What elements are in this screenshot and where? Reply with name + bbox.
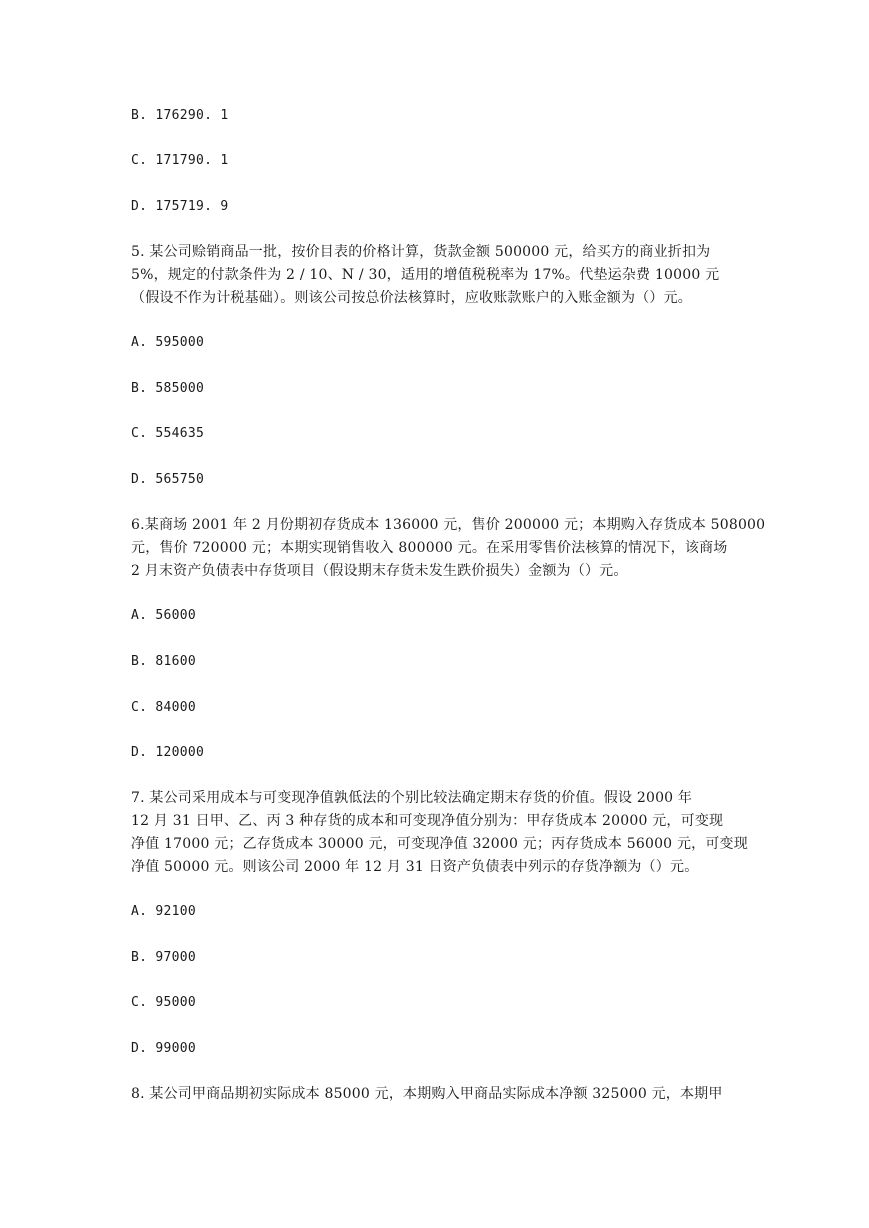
q6-option-b: B. 81600	[131, 654, 197, 669]
q7-option-b: B. 97000	[131, 950, 197, 965]
q7-text-line-3: 净值 17000 元；乙存货成本 30000 元，可变现净值 32000 元；丙存货成本 56000 元，可变现	[131, 836, 748, 852]
q4-option-d: D. 175719. 9	[131, 199, 229, 214]
q5-text-line-1: 5. 某公司赊销商品一批，按价目表的价格计算，货款金额 500000 元，给买方的商业折扣为	[131, 244, 711, 260]
q4-option-b: B. 176290. 1	[131, 108, 229, 123]
q7-option-a: A. 92100	[131, 904, 197, 919]
q5-text-line-2: 5%，规定的付款条件为 2 / 10、N / 30，适用的增值税税率为 17%。代垫运杂费 10000 元	[131, 267, 720, 283]
q7-option-c: C. 95000	[131, 995, 197, 1010]
q6-option-a: A. 56000	[131, 608, 197, 623]
q5-option-c: C. 554635	[131, 426, 205, 441]
q5-option-d: D. 565750	[131, 472, 205, 487]
q5-option-a: A. 595000	[131, 335, 205, 350]
q7-text-line-2: 12 月 31 日甲、乙、丙 3 种存货的成本和可变现净值分别为：甲存货成本 20000 元，可变现	[131, 813, 724, 829]
q6-text-line-3: 2 月末资产负债表中存货项目（假设期末存货未发生跌价损失）金额为（）元。	[131, 563, 628, 579]
q8-text-line-1: 8. 某公司甲商品期初实际成本 85000 元，本期购入甲商品实际成本净额 325000 元，本期甲	[131, 1086, 723, 1102]
q6-option-c: C. 84000	[131, 700, 197, 715]
q6-text-line-1: 6.某商场 2001 年 2 月份期初存货成本 136000 元，售价 200000 元；本期购入存货成本 508000	[131, 517, 766, 533]
q5-option-b: B. 585000	[131, 381, 205, 396]
q7-text-line-4: 净值 50000 元。则该公司 2000 年 12 月 31 日资产负债表中列示的存货净额为（）元。	[131, 859, 699, 875]
q4-option-c: C. 171790. 1	[131, 153, 229, 168]
q7-text-line-1: 7. 某公司采用成本与可变现净值孰低法的个别比较法确定期末存货的价值。假设 2000 年	[131, 790, 693, 806]
q6-option-d: D. 120000	[131, 745, 205, 760]
q6-text-line-2: 元，售价 720000 元；本期实现销售收入 800000 元。在采用零售价法核算的情况下，该商场	[131, 540, 728, 556]
q7-option-d: D. 99000	[131, 1041, 197, 1056]
q5-text-line-3: （假设不作为计税基础）。则该公司按总价法核算时，应收账款账户的入账金额为（）元。	[131, 290, 692, 306]
